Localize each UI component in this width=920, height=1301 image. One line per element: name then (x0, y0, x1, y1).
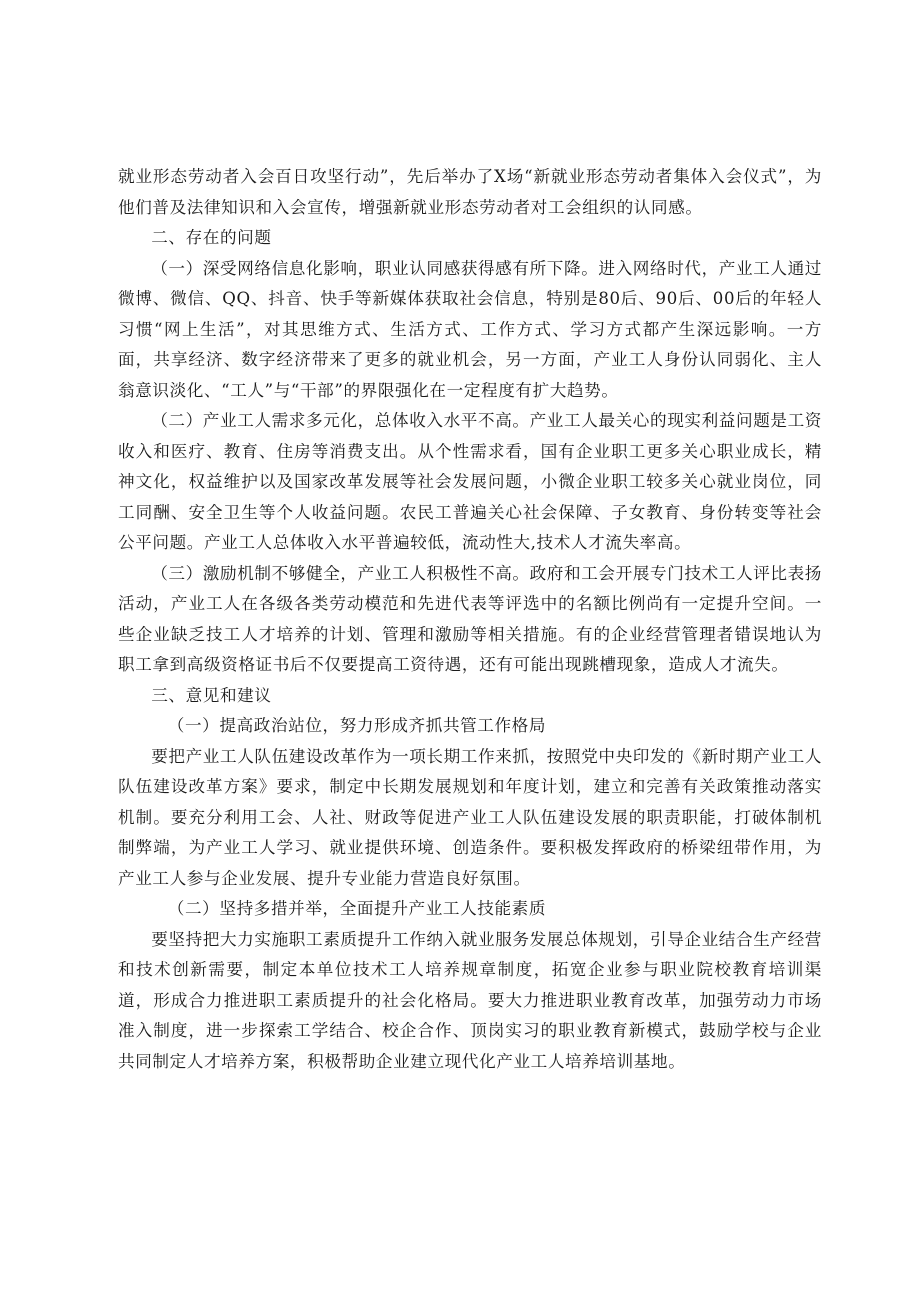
sub-heading-suggestion-2: （二）坚持多措并举，全面提升产业工人技能素质 (167, 899, 547, 918)
paragraph-suggestion-1: 要把产业工人队伍建设改革作为一项长期工作来抓，按照党中央印发的《新时期产业工人队伍建设改革方案》要求，制定中长期发展规划和年度计划，建立和完善有关政策推动落实机制。要充分利用工会、人社、财政等促进产业工人队伍建设发展的职责职能，打破体制机制弊端，为产业工人学习、就业提供环境、创造条件。要积极发挥政府的桥梁纽带作用，为产业工人参与企业发展、提升专业能力营造良好氛围。 (118, 746, 822, 888)
document-body (118, 162, 822, 1077)
section-heading-suggestions: 三、意见和建议 (151, 685, 272, 705)
section-heading-problems: 二、存在的问题 (151, 228, 272, 247)
paragraph-problem-2: （二）产业工人需求多元化，总体收入水平不高。产业工人最关心的现实利益问题是工资收入和医疗、教育、住房等消费支出。从个性需求看，国有企业职工更多关心职业成长，精神文化，权益维护以及国家改革发展等社会发展问题，小微企业职工较多关心就业岗位，同工同酬、安全卫生等个人收益问题。农民工普遍关心社会保障、子女教育、身份转变等社会公平问题。产业工人总体收入水平普遍较低，流动性大,技术人才流失率高。 (118, 411, 822, 552)
paragraph-continued: 就业形态劳动者入会百日攻坚行动”，先后举办了X场“新就业形态劳动者集体入会仪式”，为他们普及法律知识和入会宣传，增强新就业形态劳动者对工会组织的认同感。 (118, 167, 822, 217)
sub-heading-suggestion-1: （一）提高政治站位，努力形成齐抓共管工作格局 (167, 716, 547, 735)
paragraph-problem-1: （一）深受网络信息化影响，职业认同感获得感有所下降。进入网络时代，产业工人通过微博、微信、QQ、抖音、快手等新媒体获取社会信息，特别是80后、90后、00后的年轻人习惯“网上生活”，对其思维方式、生活方式、工作方式、学习方式都产生深远影响。一方面，共享经济、数字经济带来了更多的就业机会，另一方面，产业工人身份认同弱化、主人翁意识淡化、“工人”与“干部”的界限强化在一定程度有扩大趋势。 (118, 258, 822, 400)
paragraph-suggestion-2: 要坚持把大力实施职工素质提升工作纳入就业服务发展总体规划，引导企业结合生产经营和技术创新需要，制定本单位技术工人培养规章制度，拓宽企业参与职业院校教育培训渠道，形成合力推进职工素质提升的社会化格局。要大力推进职业教育改革，加强劳动力市场准入制度，进一步探索工学结合、校企合作、顶岗实习的职业教育新模式，鼓励学校与企业共同制定人才培养方案，积极帮助企业建立现代化产业工人培养培训基地。 (118, 929, 822, 1071)
paragraph-problem-3: （三）激励机制不够健全，产业工人积极性不高。政府和工会开展专门技术工人评比表扬活动，产业工人在各级各类劳动模范和先进代表等评选中的名额比例尚有一定提升空间。一些企业缺乏技工人才培养的计划、管理和激励等相关措施。有的企业经营管理者错误地认为职工拿到高级资格证书后不仅要提高工资待遇，还有可能出现跳槽现象，造成人才流失。 (118, 563, 822, 674)
